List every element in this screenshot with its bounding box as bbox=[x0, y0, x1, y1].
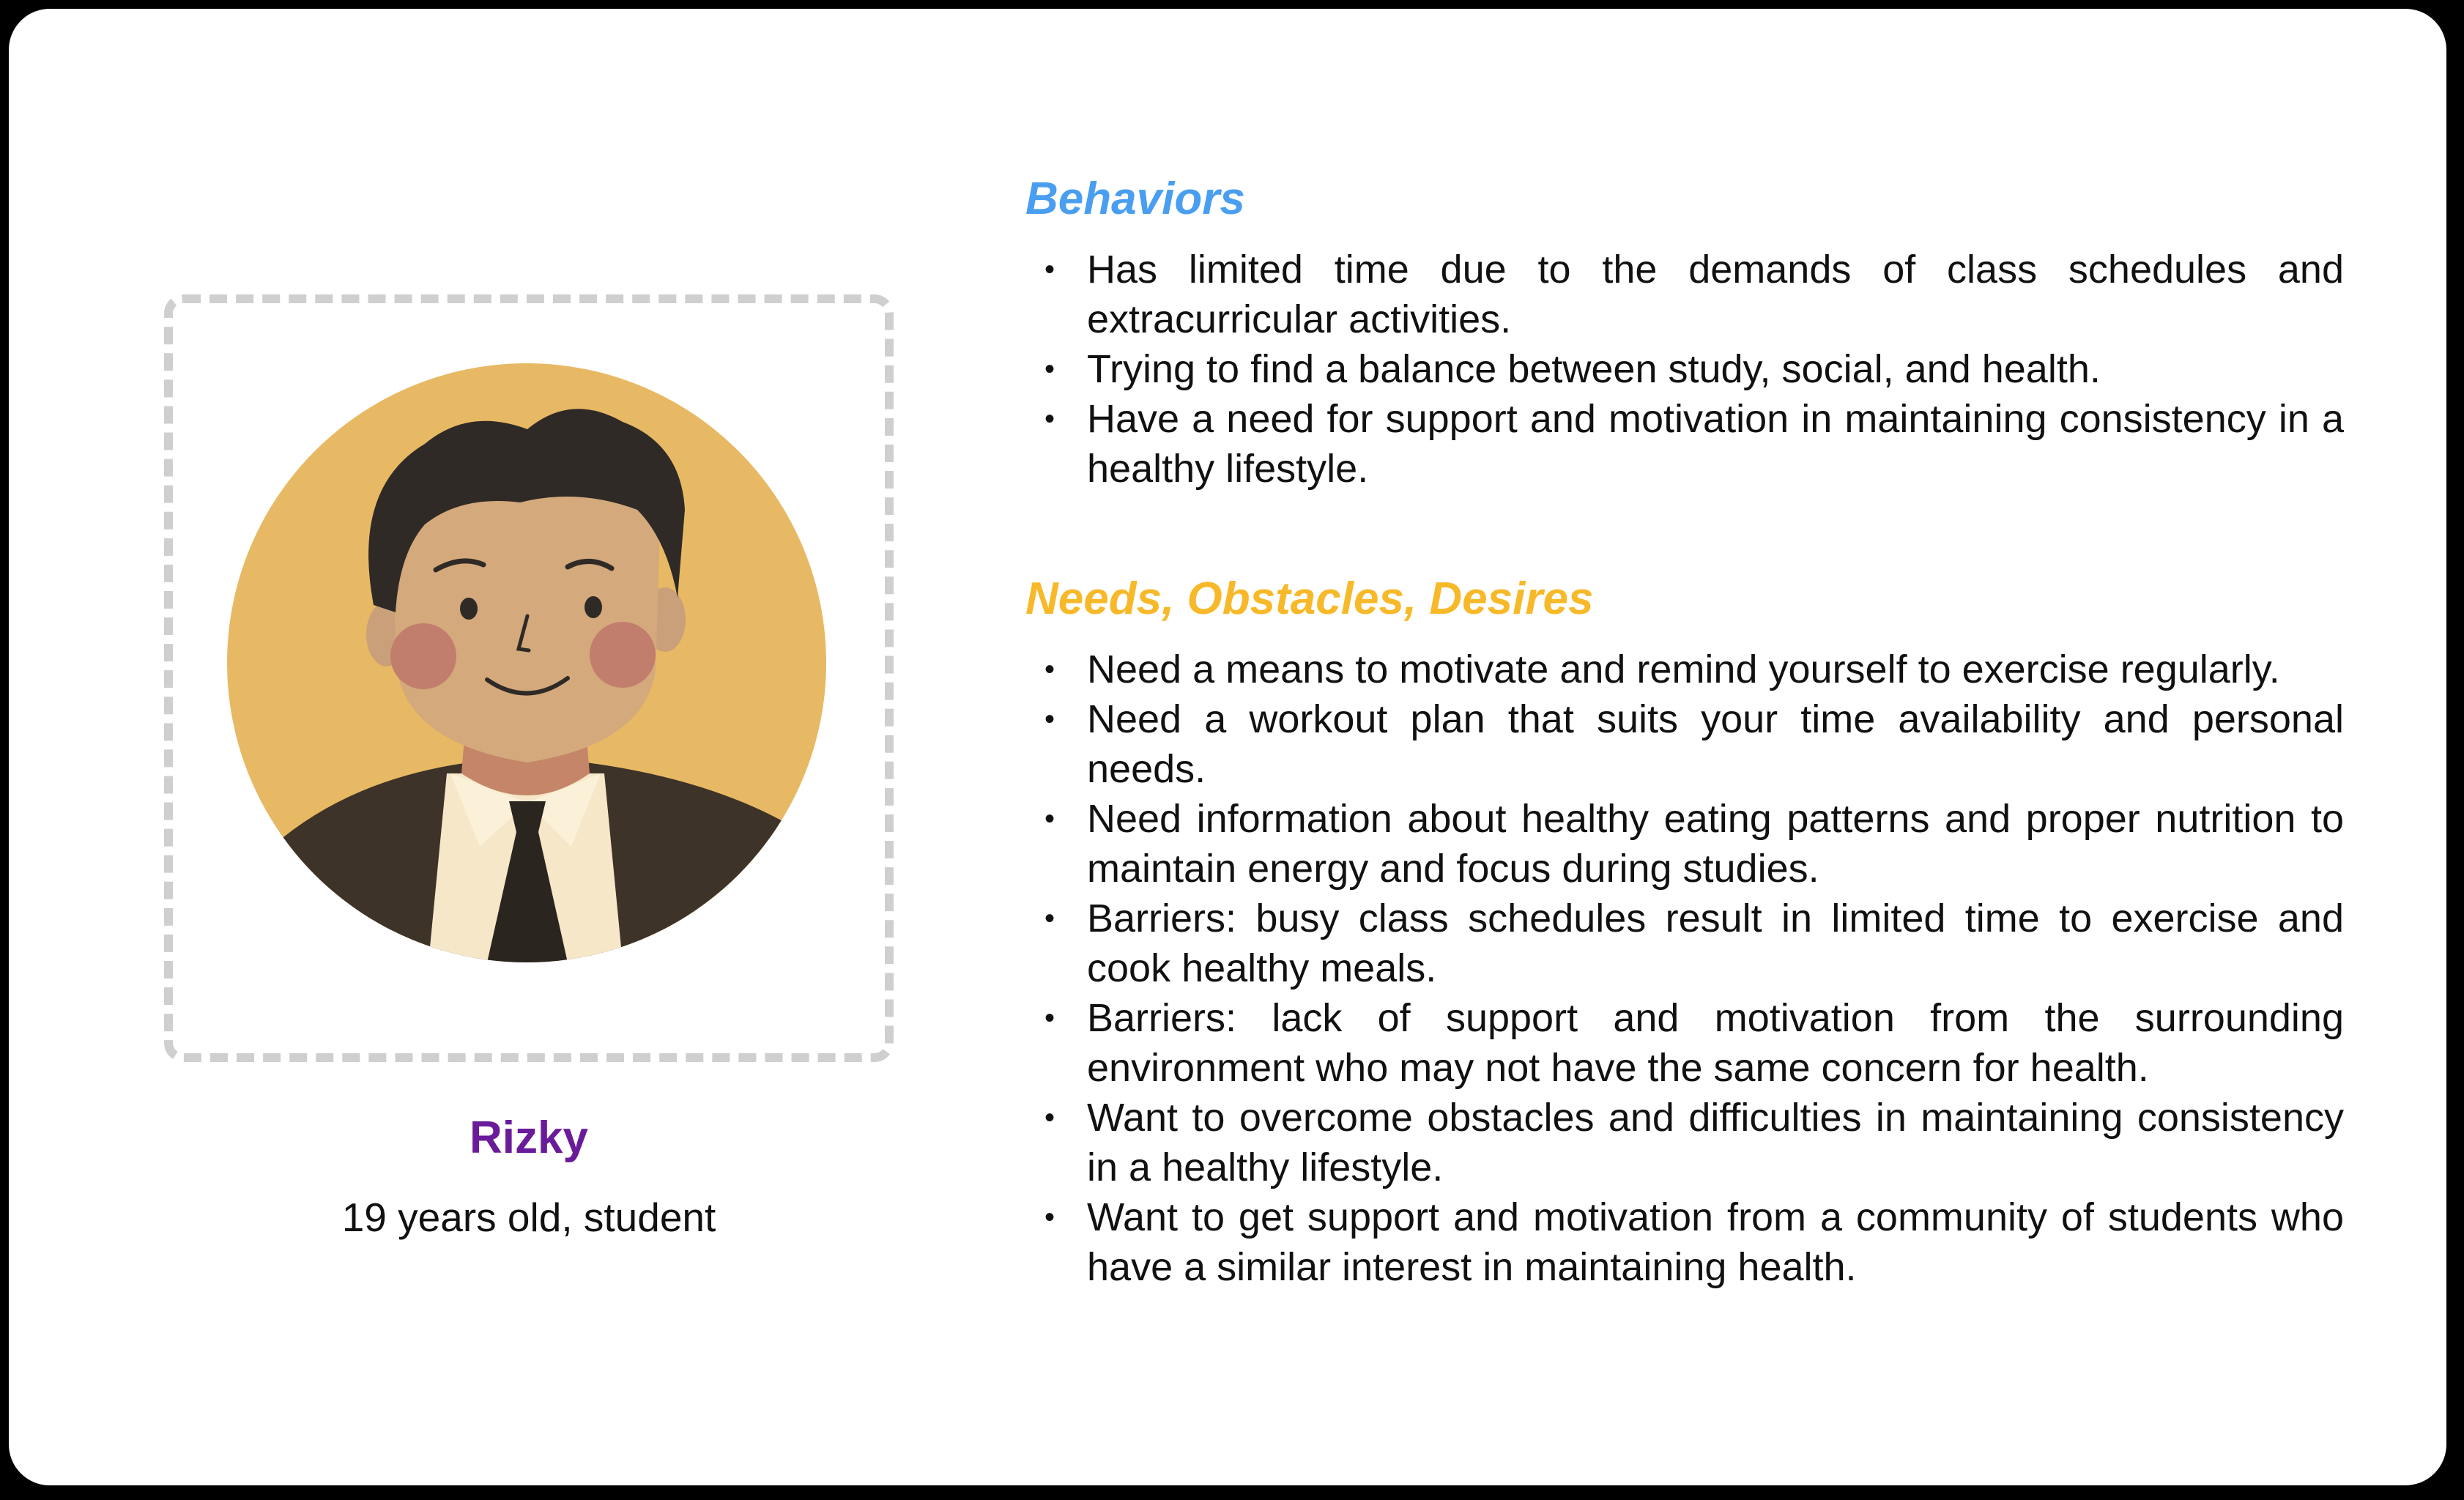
list-item: • Need information about healthy eating patterns and proper nutrition to maintain energy and focus during studies. bbox=[1025, 794, 2344, 894]
list-item: • Need a means to motivate and remind yourself to exercise regularly. bbox=[1025, 645, 2344, 694]
persona-avatar bbox=[227, 363, 826, 962]
behaviors-heading: Behaviors bbox=[1025, 174, 1245, 224]
bullet-icon: • bbox=[1044, 703, 1055, 735]
list-item: • Has limited time due to the demands of class schedules and extracurricular activities. bbox=[1025, 245, 2344, 344]
bullet-icon: • bbox=[1044, 1002, 1055, 1034]
bullet-icon: • bbox=[1044, 902, 1055, 935]
list-item: • Barriers: busy class schedules result in limited time to exercise and cook healthy meals. bbox=[1025, 894, 2344, 993]
bullet-icon: • bbox=[1044, 653, 1055, 686]
list-item: • Have a need for support and motivation in maintaining consistency in a healthy lifestyle. bbox=[1025, 394, 2344, 494]
bullet-icon: • bbox=[1044, 803, 1055, 835]
needs-heading: Needs, Obstacles, Desires bbox=[1025, 573, 1594, 624]
bullet-icon: • bbox=[1044, 253, 1055, 286]
list-item: • Need a workout plan that suits your time availability and personal needs. bbox=[1025, 694, 2344, 794]
bullet-icon: • bbox=[1044, 353, 1055, 385]
list-item: • Trying to find a balance between study, social, and health. bbox=[1025, 344, 2344, 394]
bullet-icon: • bbox=[1044, 403, 1055, 435]
behaviors-list bbox=[1025, 245, 2344, 494]
list-item: • Want to overcome obstacles and difficulties in maintaining consistency in a healthy lifestyle. bbox=[1025, 1093, 2344, 1192]
persona-subtitle: 19 years old, student bbox=[341, 1195, 716, 1240]
persona-name: Rizky bbox=[470, 1113, 588, 1163]
persona-card bbox=[4, 4, 2451, 1490]
bullet-icon: • bbox=[1044, 1102, 1055, 1134]
bullet-icon: • bbox=[1044, 1201, 1055, 1233]
list-item: • Barriers: lack of support and motivation from the surrounding environment who may not have the same concern for health. bbox=[1025, 993, 2344, 1093]
list-item: • Want to get support and motivation from a community of students who have a similar interest in maintaining health. bbox=[1025, 1192, 2344, 1292]
needs-list bbox=[1025, 645, 2344, 1292]
